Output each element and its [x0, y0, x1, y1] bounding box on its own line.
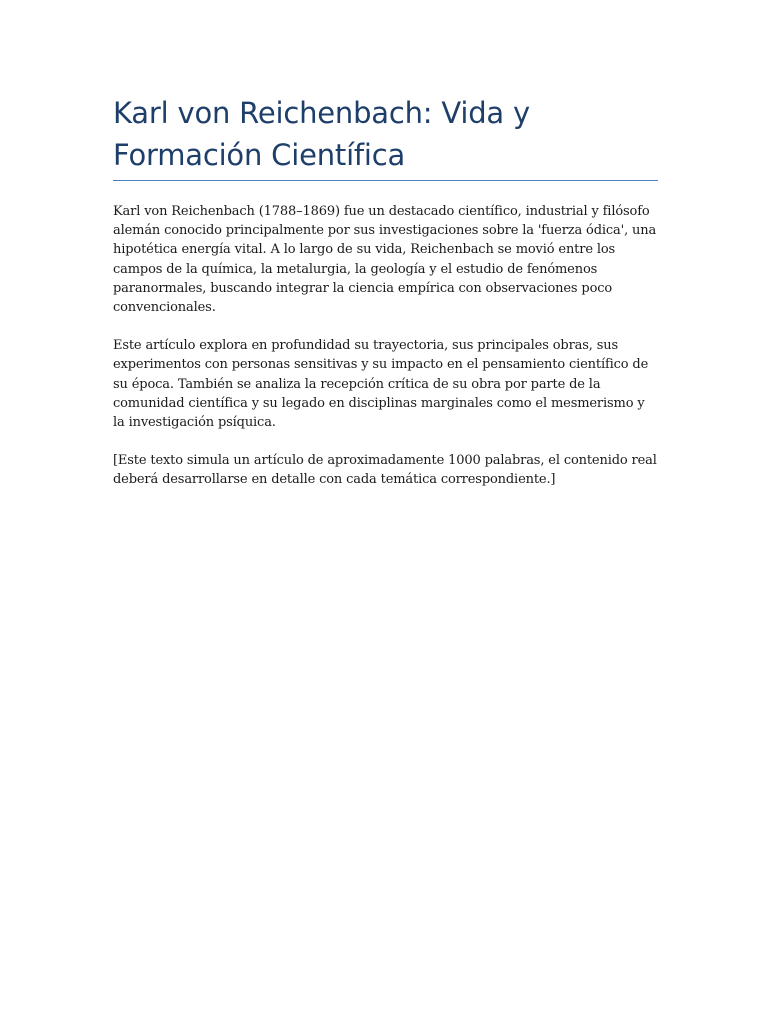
- paragraph-placeholder-note: [Este texto simula un artículo de aproximadamente 1000 palabras, el contenido real deberá desarrollarse en detalle con cada temática correspondiente.]: [113, 453, 657, 488]
- paragraph-scope: Este artículo explora en profundidad su trayectoria, sus principales obras, sus experimentos con personas sensitivas y su impacto en el pensamiento científico de su época. También se analiza la recepción crítica de su obra por parte de la comunidad científica y su legado en disciplinas marginales como el mesmerismo y la investigación psíquica.: [113, 338, 649, 431]
- title-underline-rule: [113, 180, 658, 181]
- document-title: Karl von Reichenbach: Vida y Formación Científica: [113, 96, 530, 172]
- paragraph-intro: Karl von Reichenbach (1788–1869) fue un destacado científico, industrial y filósofo alemán conocido principalmente por sus investigaciones sobre la 'fuerza ódica', una hipotética energía vital. A lo largo de su vida, Reichenbach se movió entre los campos de la química, la metalurgia, la geología y el estudio de fenómenos paranormales, buscando integrar la ciencia empírica con observaciones poco convencionales.: [113, 204, 657, 316]
- document-content: [113, 92, 658, 509]
